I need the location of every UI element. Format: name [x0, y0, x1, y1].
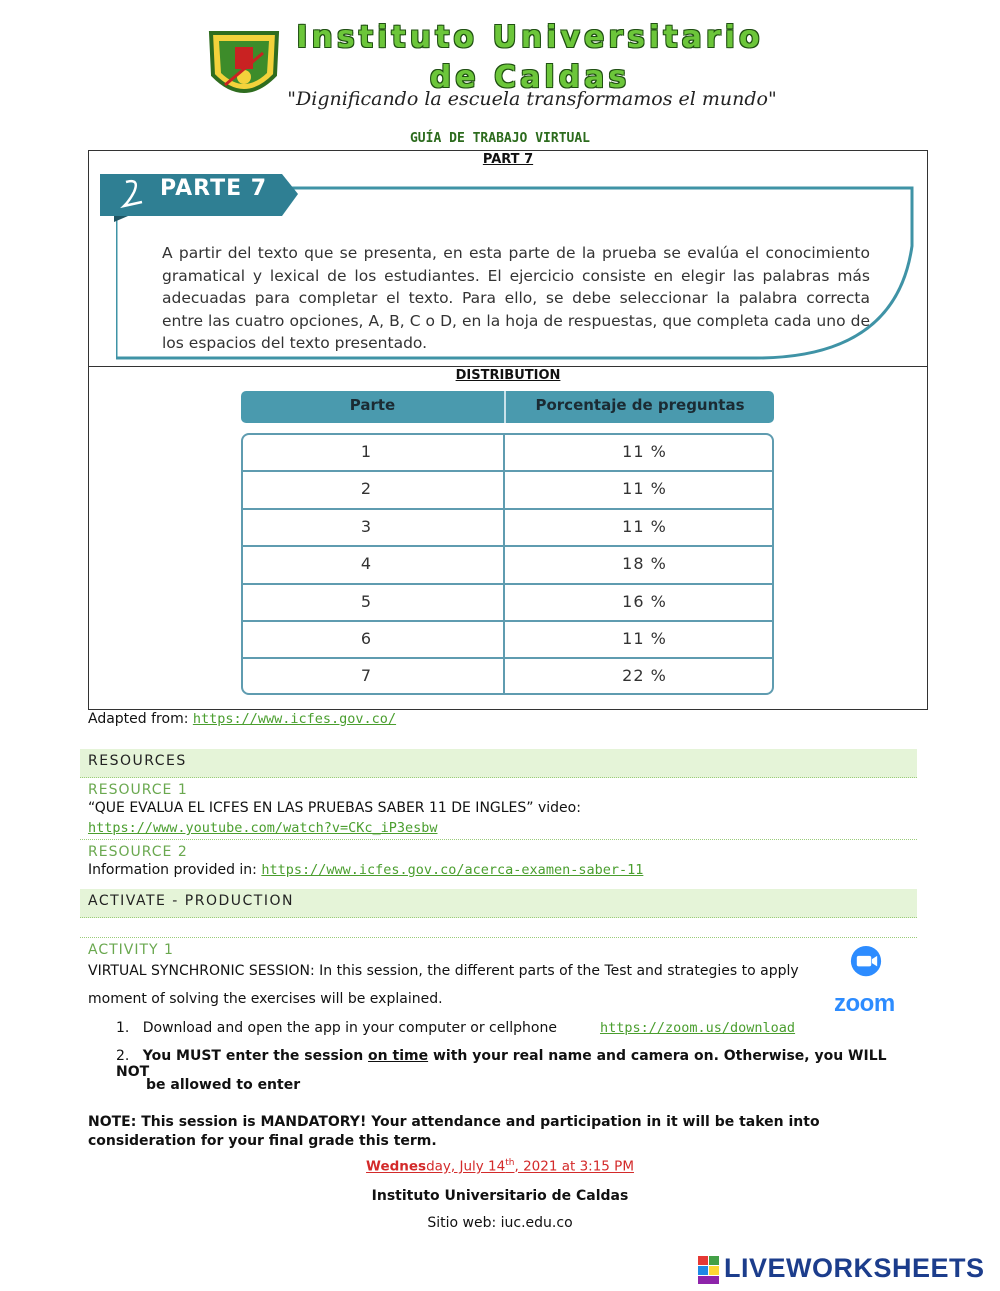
step-2-number: 2.: [116, 1048, 130, 1064]
resource-1-link-row: [88, 820, 438, 836]
distribution-heading: DISTRIBUTION: [455, 368, 561, 383]
resource-2-heading: RESOURCE 2: [88, 844, 188, 860]
divider: [80, 839, 917, 840]
activity-1-line2: moment of solving the exercises will be explained.: [88, 991, 443, 1007]
step-2-continued: [146, 1077, 300, 1093]
cell-percentage: 18 %: [622, 554, 667, 574]
resource-2-label: Information provided in:: [88, 862, 262, 878]
table-row: [243, 622, 772, 659]
liveworksheets-logo-icon: [698, 1256, 720, 1284]
footer-institution: Instituto Universitario de Caldas: [371, 1188, 629, 1204]
adapted-from: [88, 711, 396, 727]
cell-part: 3: [243, 510, 505, 545]
youtube-link[interactable]: https://www.youtube.com/watch?v=CKc_iP3esbw: [88, 820, 438, 836]
divider: [80, 937, 917, 938]
resource-1-heading: RESOURCE 1: [88, 782, 188, 798]
adapted-label: Adapted from:: [88, 711, 193, 727]
activity-1-line1: VIRTUAL SYNCHRONIC SESSION: In this session, the different parts of the Test and strategies to apply: [88, 963, 799, 979]
activate-heading: ACTIVATE - PRODUCTION: [88, 893, 294, 909]
box-divider: [88, 366, 928, 367]
cell-percentage: 22 %: [622, 666, 667, 686]
table-row: [243, 585, 772, 622]
date-time: , 2021 at 3:15 PM: [514, 1158, 634, 1175]
table-row: [243, 510, 772, 547]
step-1: [116, 1020, 557, 1036]
school-slogan: "Dignificando la escuela transformamos el mundo": [287, 88, 777, 110]
part-banner-label: PARTE 7: [160, 176, 268, 201]
table-row: [243, 435, 772, 472]
footer-website: Sitio web: iuc.edu.co: [427, 1215, 573, 1231]
school-name: [260, 18, 800, 98]
activate-band: [80, 889, 917, 918]
resources-band: [80, 749, 917, 778]
date-weekday-bold: Wednes: [366, 1158, 427, 1175]
zoom-download-link[interactable]: https://zoom.us/download: [600, 1020, 796, 1036]
cell-part: 6: [243, 622, 505, 657]
step-2-text-a: You MUST enter the session: [142, 1048, 369, 1064]
table-row: [243, 659, 772, 695]
cell-percentage: 16 %: [622, 591, 667, 611]
cell-percentage: 11 %: [622, 442, 667, 461]
zoom-camera-icon: [828, 946, 904, 992]
activity-1-heading: ACTIVITY 1: [88, 942, 174, 958]
zoom-download-row: [600, 1020, 795, 1036]
resource-1-text: “QUE EVALUA EL ICFES EN LAS PRUEBAS SABER 11 DE INGLES” video:: [88, 800, 581, 816]
distribution-table-header: [241, 391, 774, 423]
date-main: day, July 14: [426, 1158, 506, 1175]
resource-2-text: [88, 862, 643, 878]
icfes-link[interactable]: https://www.icfes.gov.co/: [192, 711, 397, 727]
cell-part: 2: [243, 472, 505, 507]
icfes-saber-link[interactable]: https://www.icfes.gov.co/acerca-examen-saber-11: [261, 862, 644, 878]
table-row: [243, 472, 772, 509]
resources-heading: RESOURCES: [88, 753, 187, 769]
column-header-part: Parte: [241, 391, 506, 423]
date-suffix: th: [505, 1158, 515, 1168]
cell-part: 1: [243, 435, 505, 470]
cell-percentage: 11 %: [622, 479, 667, 499]
cell-part: 5: [243, 585, 505, 620]
cell-percentage: 11 %: [622, 628, 667, 648]
cell-part: 7: [243, 659, 505, 695]
step-2: [116, 1048, 916, 1080]
guide-title: GUÍA DE TRABAJO VIRTUAL: [409, 131, 590, 146]
zoom-wordmark: zoom: [834, 990, 895, 1017]
school-name-line2: de Caldas: [429, 60, 631, 95]
cell-percentage: 11 %: [622, 516, 667, 536]
distribution-table: [241, 433, 774, 695]
step-1-number: 1.: [116, 1020, 130, 1036]
part-description: A partir del texto que se presenta, en esta parte de la prueba se evalúa el conocimiento gramatical y lexical de los estudiantes. El ejercicio consiste en elegir las palabras más adecuadas para completar el texto. Para ello, se debe seleccionar la palabra correcta entre las cuatro opciones, A, B, C o D, en la hoja de respuestas, que completa cada uno de los espacios del texto presentado.: [162, 244, 870, 352]
part-heading: PART 7: [482, 152, 534, 167]
step-2-text-c: with your real name and camera on. Otherwise, you WILL NOT: [116, 1048, 887, 1080]
step-1-text: Download and open the app in your computer or cellphone: [142, 1020, 557, 1036]
step-2-text-d: be allowed to enter: [146, 1077, 301, 1093]
table-row: [243, 547, 772, 584]
cell-part: 4: [243, 547, 505, 582]
school-name-line1: Instituto Universitario: [296, 20, 764, 55]
session-date: [300, 1158, 700, 1175]
step-2-on-time: on time: [368, 1048, 429, 1064]
liveworksheets-brand: LIVEWORKSHEETS: [724, 1253, 985, 1283]
mandatory-note: NOTE: This session is MANDATORY! Your attendance and participation in it will be taken into consideration for your final grade this term.: [88, 1114, 820, 1149]
column-header-percentage: Porcentaje de preguntas: [535, 396, 745, 414]
